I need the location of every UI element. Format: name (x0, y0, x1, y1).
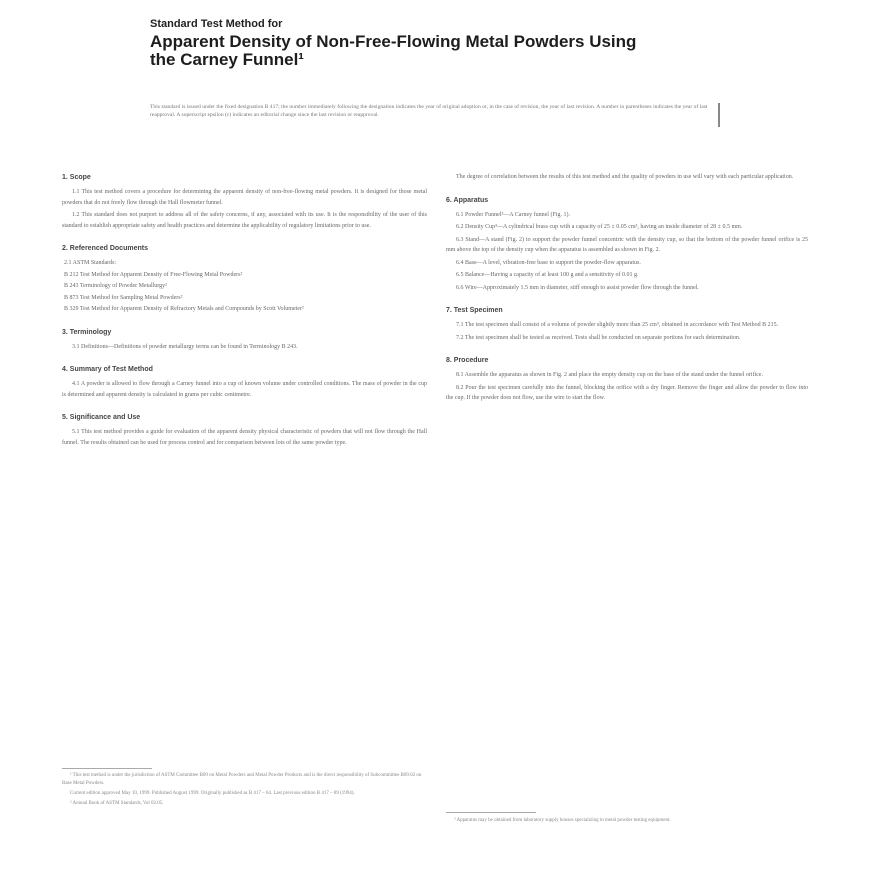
reference-item: B 873 Test Method for Sampling Metal Powders² (64, 294, 183, 301)
section-heading: 3. Terminology (62, 328, 112, 336)
reference-item: B 212 Test Method for Apparent Density of Free-Flowing Metal Powders² (64, 271, 243, 278)
paragraph: 7.1 The test specimen shall consist of a volume of powder slightly more than 25 cm³, obtained in accordance with Test Method B 215. (456, 322, 779, 328)
main-title-line-1: Apparent Density of Non-Free-Flowing Metal Powders Using (150, 32, 637, 51)
footnotes-right (446, 817, 808, 827)
document-header (150, 18, 750, 69)
paragraph: 6.1 Powder Funnel³—A Carney funnel (Fig. 1). (456, 211, 570, 218)
section-heading: 7. Test Specimen (446, 307, 503, 314)
section-heading: 5. Significance and Use (62, 414, 141, 421)
designation-notice: This standard is issued under the fixed designation B 417; the number immediately following the designation indicates the year of original adoption or, in the case of revision, the year of last revision. A number in parentheses indicates the year of last reapproval. A superscript epsilon (ε) indicates an editorial change since the last revision or reapproval. (150, 104, 708, 118)
footnote: ¹ This test method is under the jurisdiction of ASTM Committee B09 on Metal Powders and Metal Powder Products and is the direct responsibility of Subcommittee B09.02 on Base Metal Powders. (62, 773, 422, 786)
paragraph: 3.1 Definitions—Definitions of powder metallurgy terms can be found in Terminology B 243. (72, 343, 298, 350)
section (62, 172, 427, 231)
paragraph: 1.2 This standard does not purport to address all of the safety concerns, if any, associated with its use. It is the responsibility of the user of this standard to establish appropriate safety and health practices and determine the applicability of regulatory limitations prior to use. (62, 212, 427, 229)
reference-item: B 243 Terminology of Powder Metallurgy² (64, 283, 167, 289)
section (62, 243, 427, 315)
section-heading: 4. Summary of Test Method (62, 366, 153, 373)
paragraph: The degree of correlation between the results of this test method and the quality of powders in use will vary with each particular application. (456, 174, 794, 180)
reference-item: B 329 Test Method for Apparent Density of Refractory Metals and Compounds by Scott Volumeter² (64, 306, 304, 312)
section-heading: 8. Procedure (446, 357, 489, 364)
paragraph: 1.1 This test method covers a procedure for determining the apparent density of non-free-flowing metal powders. It is designed for those metal powders that do not freely flow through the Hall flowmeter funnel. (62, 189, 427, 206)
section (446, 195, 808, 294)
standard-title: Standard Test Method for (150, 18, 283, 30)
paragraph: 6.6 Wire—Approximately 1.5 mm in diameter, stiff enough to assist powder flow through the funnel. (456, 284, 699, 291)
section-heading: 6. Apparatus (446, 196, 489, 204)
footnote-rule-right (446, 812, 536, 813)
main-title-line-2: the Carney Funnel¹ (150, 50, 304, 69)
section (446, 355, 808, 404)
paragraph: 7.2 The test specimen shall be tested as received. Tests shall be conducted on separate portions for each determination. (456, 334, 741, 341)
paragraph: 6.5 Balance—Having a capacity of at least 100 g and a sensitivity of 0.01 g. (456, 272, 639, 278)
left-column (62, 172, 427, 460)
paragraph: 8.2 Pour the test specimen carefully into the funnel, blocking the orifice with a dry finger. Remove the finger and allow the powder to flow into the cup. If the powder does not flow, use the wire to start the flow. (446, 384, 808, 401)
reference-item: 2.1 ASTM Standards: (64, 260, 117, 266)
paragraph: 6.2 Density Cup³—A cylindrical brass cup with a capacity of 25 ± 0.05 cm³, having an inside diameter of 28 ± 0.5 mm. (456, 224, 743, 230)
paragraph: 4.1 A powder is allowed to flow through a Carney funnel into a cup of known volume under controlled conditions. The mass of powder in the cup is determined and apparent density is calculated in grams per cubic centimetre. (62, 381, 427, 398)
footnote: ³ Apparatus may be obtained from laboratory supply houses specializing in metal powder testing equipment. (454, 818, 671, 823)
paragraph: 6.4 Base—A level, vibration-free base to support the powder-flow apparatus. (456, 259, 641, 266)
section-heading: 1. Scope (62, 174, 91, 181)
footnote-rule-left (62, 768, 152, 769)
paragraph: 6.3 Stand—A stand (Fig. 2) to support the powder funnel concentric with the density cup, so that the bottom of the powder funnel orifice is 25 mm above the top of the density cup when the apparatus is assembled as shown in Fig. 2. (446, 236, 808, 253)
paragraph: 8.1 Assemble the apparatus as shown in Fig. 2 and place the empty density cup on the base of the stand under the funnel orifice. (456, 372, 764, 378)
right-column (446, 172, 808, 416)
footnote: Current edition approved May 10, 1999. Published August 1999. Originally published as B 417 – 64. Last previous edition B 417 – 89 (1994). (70, 791, 355, 796)
section (62, 412, 427, 448)
main-title (150, 33, 750, 69)
section (446, 172, 808, 183)
footnotes-left (62, 772, 427, 810)
section-heading: 2. Referenced Documents (62, 245, 148, 252)
change-bar (718, 103, 720, 127)
section (62, 364, 427, 400)
section (446, 305, 808, 343)
paragraph: 5.1 This test method provides a guide for evaluation of the apparent density physical characteristic of powders that will not flow through the Hall funnel. The results obtained can be used for process control and for comparison between lots of the same powder type. (62, 429, 427, 446)
section (62, 327, 427, 353)
footnote: ² Annual Book of ASTM Standards, Vol 02.05. (70, 801, 164, 806)
